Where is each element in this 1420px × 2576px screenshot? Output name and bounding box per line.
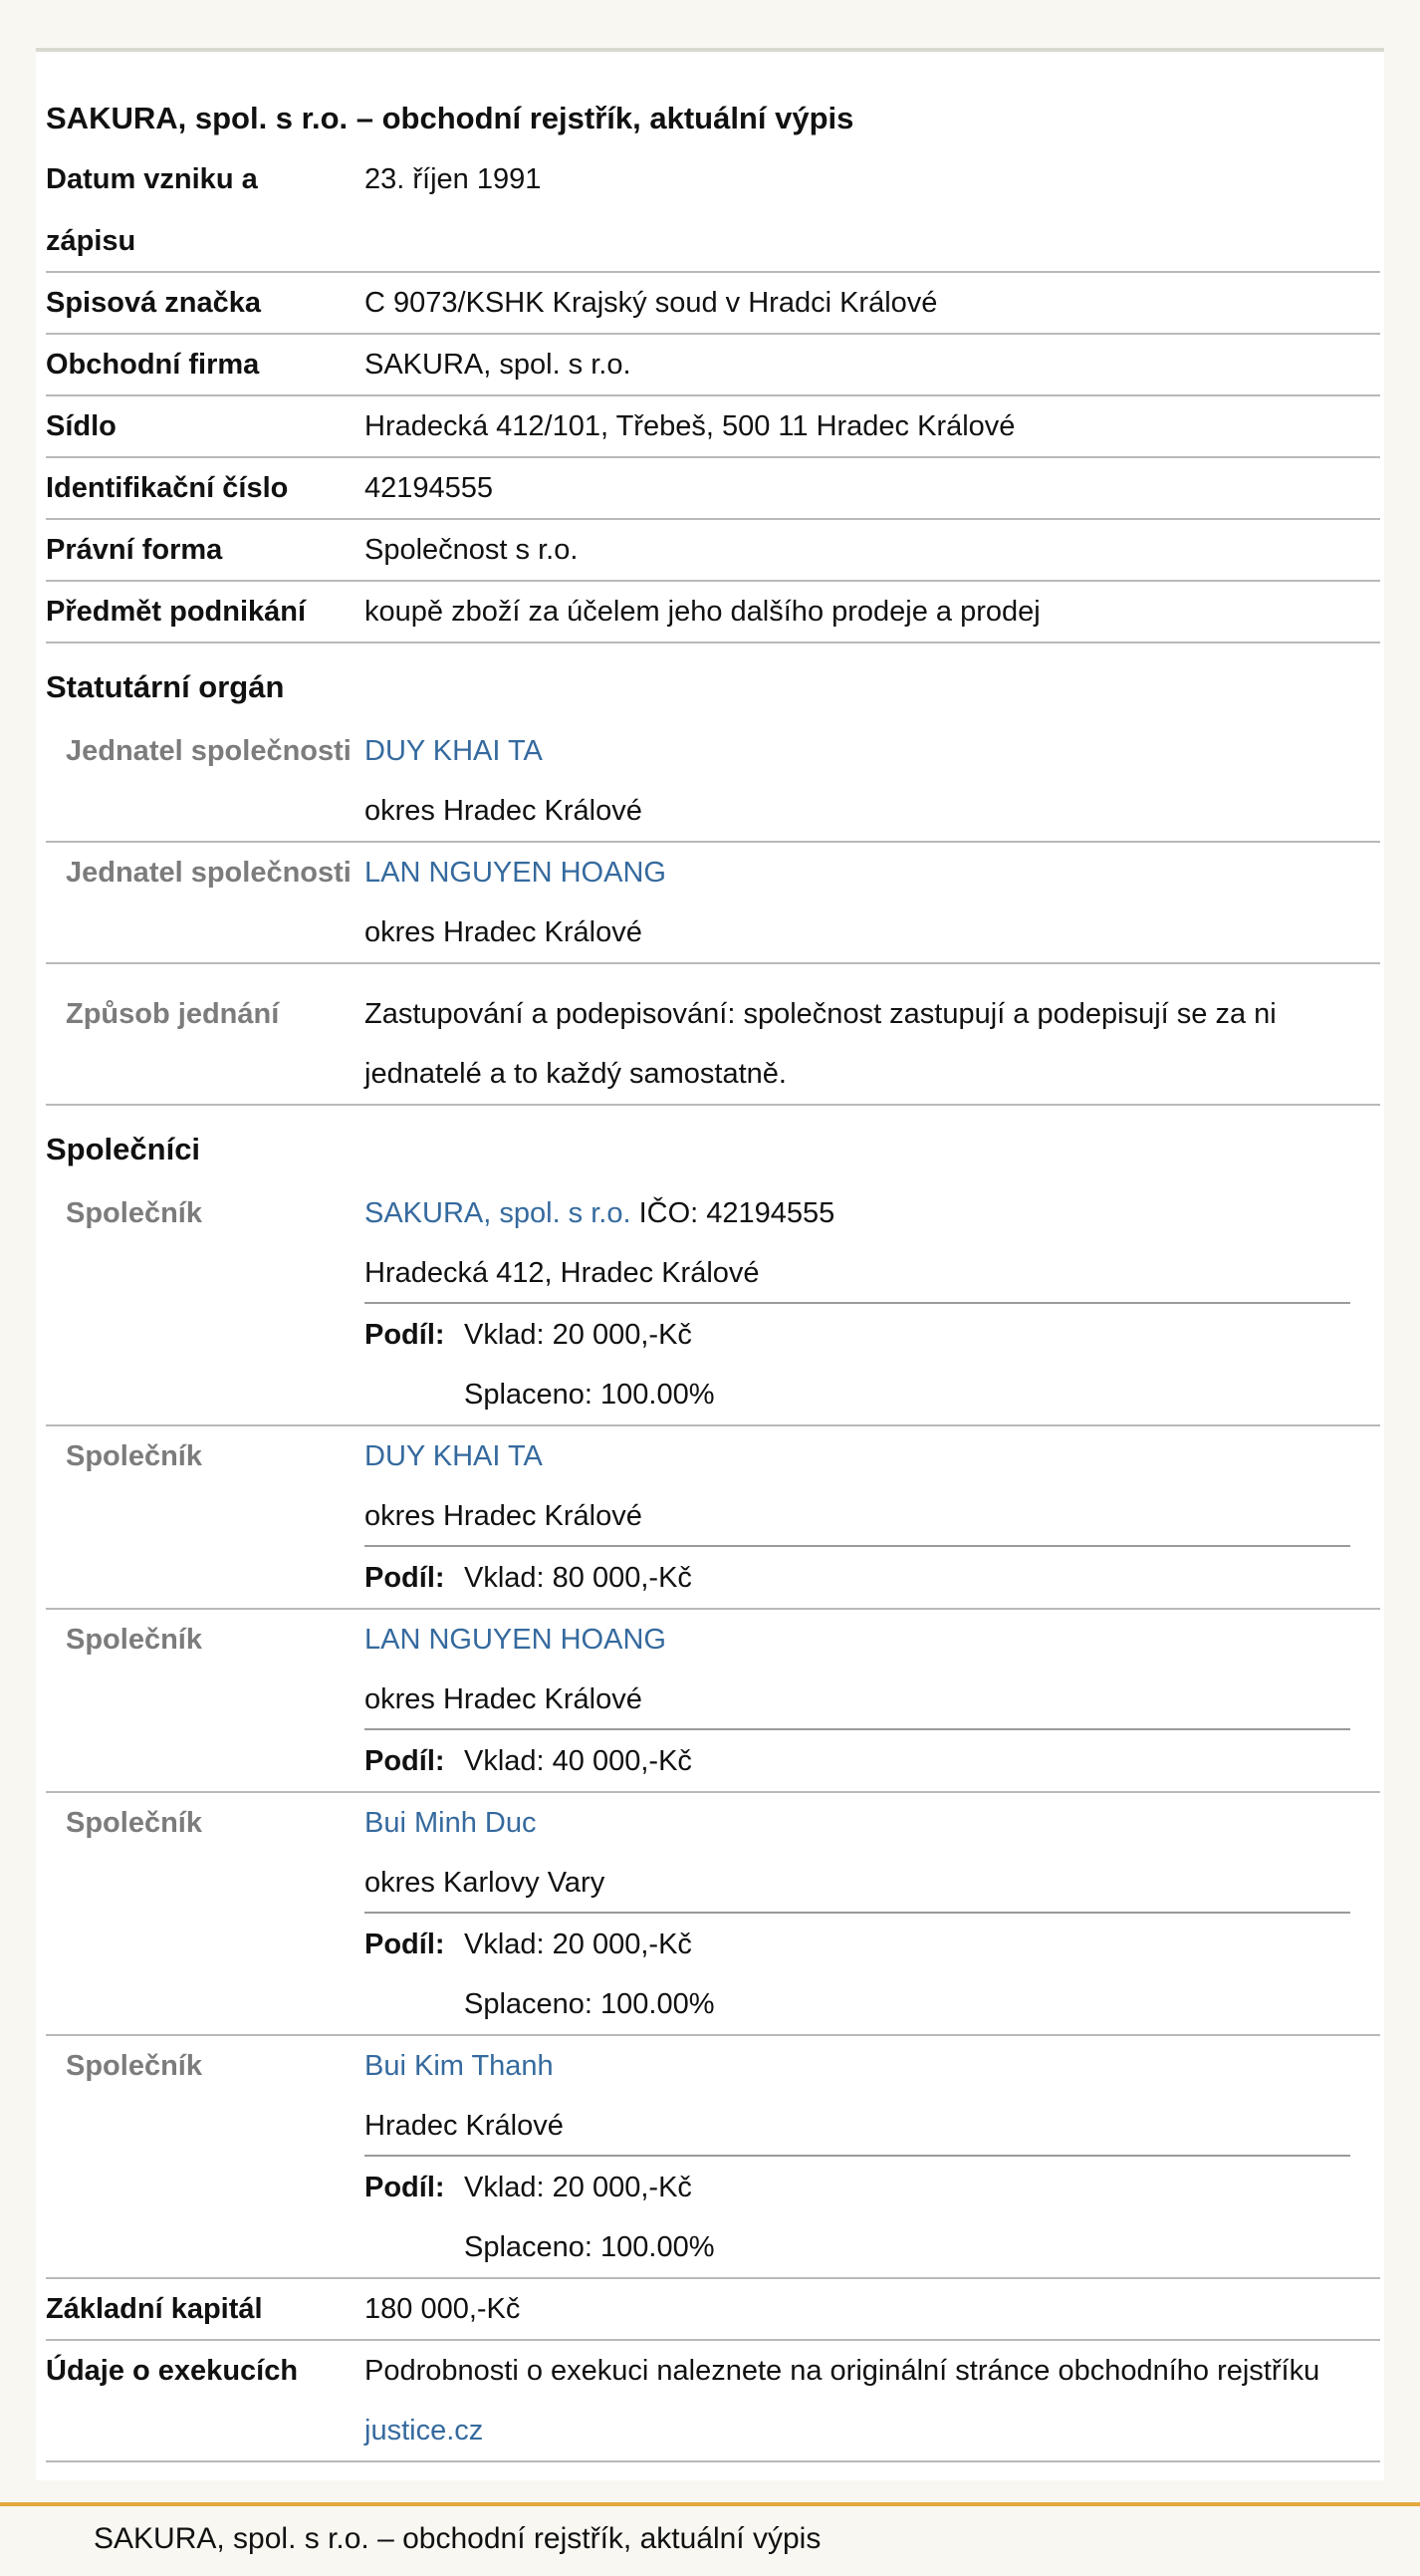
share-label: Podíl: bbox=[364, 1929, 445, 1960]
statutory-role: Jednatel společnosti bbox=[66, 857, 352, 889]
partner-link[interactable]: LAN NGUYEN HOANG bbox=[364, 1624, 666, 1656]
page-title: SAKURA, spol. s r.o. – obchodní rejstřík, aktuální výpis bbox=[46, 101, 854, 135]
share-deposit: Vklad: 20 000,-Kč bbox=[464, 1319, 692, 1351]
row-divider bbox=[46, 333, 1380, 335]
share-label: Podíl: bbox=[364, 1562, 445, 1594]
statutory-member-address: okres Hradec Králové bbox=[364, 916, 642, 948]
partner-role: Společník bbox=[66, 1197, 202, 1229]
statutory-heading: Statutární orgán bbox=[46, 669, 285, 704]
manner-label: Způsob jednání bbox=[66, 998, 280, 1030]
partner-link[interactable]: Bui Minh Duc bbox=[364, 1807, 537, 1839]
row-divider bbox=[46, 271, 1380, 273]
partners-heading: Společníci bbox=[46, 1132, 201, 1166]
share-divider bbox=[364, 1545, 1350, 1547]
share-paid: Splaceno: 100.00% bbox=[464, 1988, 715, 2020]
legal-form-value: Společnost s r.o. bbox=[364, 534, 579, 566]
business-value: koupě zboží za účelem jeho dalšího prodeje a prodej bbox=[364, 596, 1041, 628]
legal-form-label: Právní forma bbox=[46, 534, 223, 566]
share-divider bbox=[364, 1302, 1350, 1304]
row-divider bbox=[46, 394, 1380, 396]
seat-label: Sídlo bbox=[46, 410, 117, 442]
row-divider bbox=[46, 1104, 1380, 1106]
file-no-label: Spisová značka bbox=[46, 287, 261, 319]
share-divider bbox=[364, 1912, 1350, 1914]
row-divider bbox=[46, 841, 1380, 843]
partner-address: okres Karlovy Vary bbox=[364, 1867, 605, 1899]
share-paid: Splaceno: 100.00% bbox=[464, 1379, 715, 1411]
founded-label-line2: zápisu bbox=[46, 225, 136, 257]
seat-value: Hradecká 412/101, Třebeš, 500 11 Hradec Králové bbox=[364, 410, 1016, 442]
ico-value: 42194555 bbox=[364, 472, 494, 504]
partner-link[interactable]: DUY KHAI TA bbox=[364, 1440, 543, 1472]
founded-value: 23. říjen 1991 bbox=[364, 163, 542, 195]
founded-label-line1: Datum vzniku a bbox=[46, 163, 258, 195]
partner-role: Společník bbox=[66, 1440, 202, 1472]
row-divider bbox=[46, 518, 1380, 520]
partner-address: Hradec Králové bbox=[364, 2110, 564, 2142]
executions-label: Údaje o exekucích bbox=[46, 2355, 299, 2387]
file-no-value: C 9073/KSHK Krajský soud v Hradci Králové bbox=[364, 287, 938, 319]
manner-line1: Zastupování a podepisování: společnost zastupují a podepisují se za ni bbox=[364, 998, 1277, 1030]
share-label: Podíl: bbox=[364, 1319, 445, 1351]
share-deposit: Vklad: 80 000,-Kč bbox=[464, 1562, 692, 1594]
share-paid: Splaceno: 100.00% bbox=[464, 2231, 715, 2263]
partner-address: Hradecká 412, Hradec Králové bbox=[364, 1257, 760, 1289]
row-divider bbox=[46, 2034, 1380, 2036]
statutory-role: Jednatel společnosti bbox=[66, 735, 352, 767]
ico-label: Identifikační číslo bbox=[46, 472, 289, 504]
statutory-member-link[interactable]: DUY KHAI TA bbox=[364, 735, 543, 767]
share-divider bbox=[364, 1728, 1350, 1730]
partner-role: Společník bbox=[66, 2050, 202, 2082]
partner-role: Společník bbox=[66, 1624, 202, 1656]
partner-role: Společník bbox=[66, 1807, 202, 1839]
share-deposit: Vklad: 40 000,-Kč bbox=[464, 1745, 692, 1777]
justice-link[interactable]: justice.cz bbox=[364, 2415, 484, 2447]
partner-ico: IČO: 42194555 bbox=[638, 1197, 835, 1229]
firm-label: Obchodní firma bbox=[46, 349, 260, 381]
share-deposit: Vklad: 20 000,-Kč bbox=[464, 1929, 692, 1960]
row-divider bbox=[46, 642, 1380, 644]
row-divider bbox=[46, 962, 1380, 964]
statutory-member-address: okres Hradec Králové bbox=[364, 795, 642, 827]
partner-address: okres Hradec Králové bbox=[364, 1683, 642, 1715]
firm-value: SAKURA, spol. s r.o. bbox=[364, 349, 631, 381]
footer-text: SAKURA, spol. s r.o. – obchodní rejstřík, aktuální výpis bbox=[94, 2522, 822, 2555]
row-divider bbox=[46, 1424, 1380, 1426]
partner-link[interactable]: SAKURA, spol. s r.o. bbox=[364, 1197, 631, 1229]
share-label: Podíl: bbox=[364, 1745, 445, 1777]
manner-line2: jednatelé a to každý samostatně. bbox=[364, 1058, 787, 1090]
capital-label: Základní kapitál bbox=[46, 2293, 263, 2325]
share-deposit: Vklad: 20 000,-Kč bbox=[464, 2172, 692, 2203]
partner-name-row bbox=[364, 1193, 834, 1233]
statutory-member-link[interactable]: LAN NGUYEN HOANG bbox=[364, 857, 666, 889]
row-divider bbox=[46, 2339, 1380, 2341]
row-divider bbox=[46, 580, 1380, 582]
row-divider bbox=[46, 2460, 1380, 2462]
share-label: Podíl: bbox=[364, 2172, 445, 2203]
capital-value: 180 000,-Kč bbox=[364, 2293, 521, 2325]
partner-address: okres Hradec Králové bbox=[364, 1500, 642, 1532]
row-divider bbox=[46, 1791, 1380, 1793]
row-divider bbox=[46, 456, 1380, 458]
executions-value: Podrobnosti o exekuci naleznete na originální stránce obchodního rejstříku bbox=[364, 2355, 1320, 2387]
row-divider bbox=[46, 1608, 1380, 1610]
share-divider bbox=[364, 2155, 1350, 2157]
row-divider bbox=[46, 2277, 1380, 2279]
business-label: Předmět podnikání bbox=[46, 596, 307, 628]
partner-link[interactable]: Bui Kim Thanh bbox=[364, 2050, 554, 2082]
